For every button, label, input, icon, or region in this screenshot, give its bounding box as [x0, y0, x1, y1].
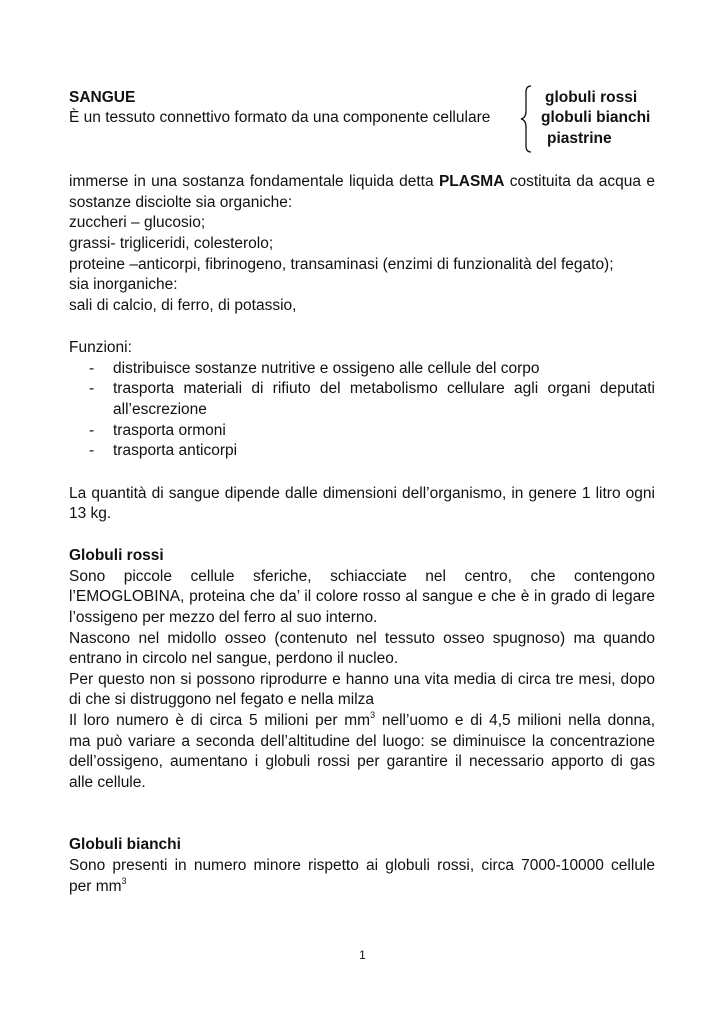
section-title-globuli-rossi: Globuli rossi [69, 547, 164, 564]
plasma-line-2: sostanze disciolte sia organiche: [69, 194, 293, 211]
component-piastrine: piastrine [547, 130, 612, 147]
plasma-line-1: immerse in una sostanza fondamentale liquida detta PLASMA costituita da acqua e [69, 173, 655, 190]
list-item: trasporta materiali di rifiuto del metabolismo cellulare agli organi deputati [113, 380, 655, 397]
plasma-line-5: proteine –anticorpi, fibrinogeno, transaminasi (enzimi di funzionalità del fegato); [69, 256, 614, 273]
list-item: trasporta anticorpi [113, 442, 238, 459]
paragraph-line: dell’ossigeno, aumentano i globuli rossi per garantire il necessario apporto di gas [69, 753, 655, 770]
plasma-line-4: grassi- trigliceridi, colesterolo; [69, 235, 274, 252]
funzioni-title: Funzioni: [69, 339, 132, 356]
paragraph-line: alle cellule. [69, 774, 146, 791]
quantita-line-2: 13 kg. [69, 505, 112, 522]
paragraph-line: Sono presenti in numero minore rispetto ai globuli rossi, circa 7000-10000 cellule [69, 857, 655, 874]
paragraph-line: Sono piccole cellule sferiche, schiacciate nel centro, che contengono [69, 568, 655, 585]
paragraph-line: Per questo non si possono riprodurre e hanno una vita media di circa tre mesi, dopo [69, 671, 655, 688]
page-number: 1 [359, 948, 366, 962]
list-bullet: - [89, 422, 95, 439]
paragraph-line: ma può variare a seconda dell’altitudine del luogo: se diminuisce la concentrazione [69, 733, 655, 750]
paragraph-line: entrano in circolo nel sangue, perdono il nucleo. [69, 650, 399, 667]
paragraph-line: l’EMOGLOBINA, proteina che da’ il colore rosso al sangue e che è in grado di legare [69, 588, 655, 605]
quantita-line-1: La quantità di sangue dipende dalle dimensioni dell’organismo, in genere 1 litro ogni [69, 485, 655, 502]
paragraph-line: Nascono nel midollo osseo (contenuto nel tessuto osseo spugnoso) ma quando [69, 630, 655, 647]
list-item: trasporta ormoni [113, 422, 226, 439]
list-bullet: - [89, 360, 95, 377]
paragraph-line: di che si distruggono nel fegato e nella milza [69, 691, 375, 708]
plasma-line-7: sali di calcio, di ferro, di potassio, [69, 297, 297, 314]
intro-text: È un tessuto connettivo formato da una componente cellulare [69, 109, 491, 126]
list-bullet: - [89, 380, 95, 397]
component-globuli-bianchi: globuli bianchi [541, 109, 651, 126]
paragraph-line: per $mm^3$ [69, 875, 127, 895]
plasma-line-6: sia inorganiche: [69, 276, 178, 293]
curly-brace-icon [519, 84, 535, 154]
numero-globuli-rossi-line: Il loro numero è di circa 5 milioni per $mm^3$ nell’uomo e di 4,5 milioni nella donna, [69, 709, 655, 729]
list-item-continuation: all’escrezione [113, 401, 207, 418]
list-bullet: - [89, 442, 95, 459]
component-globuli-rossi: globuli rossi [545, 89, 638, 106]
paragraph-line: l’ossigeno per mezzo del ferro al suo interno. [69, 609, 378, 626]
plasma-keyword: PLASMA [438, 173, 505, 190]
list-item: distribuisce sostanze nutritive e ossigeno alle cellule del corpo [113, 360, 540, 377]
section-title-sangue: SANGUE [69, 89, 136, 106]
section-title-globuli-bianchi: Globuli bianchi [69, 836, 181, 853]
plasma-line-3: zuccheri – glucosio; [69, 214, 206, 231]
